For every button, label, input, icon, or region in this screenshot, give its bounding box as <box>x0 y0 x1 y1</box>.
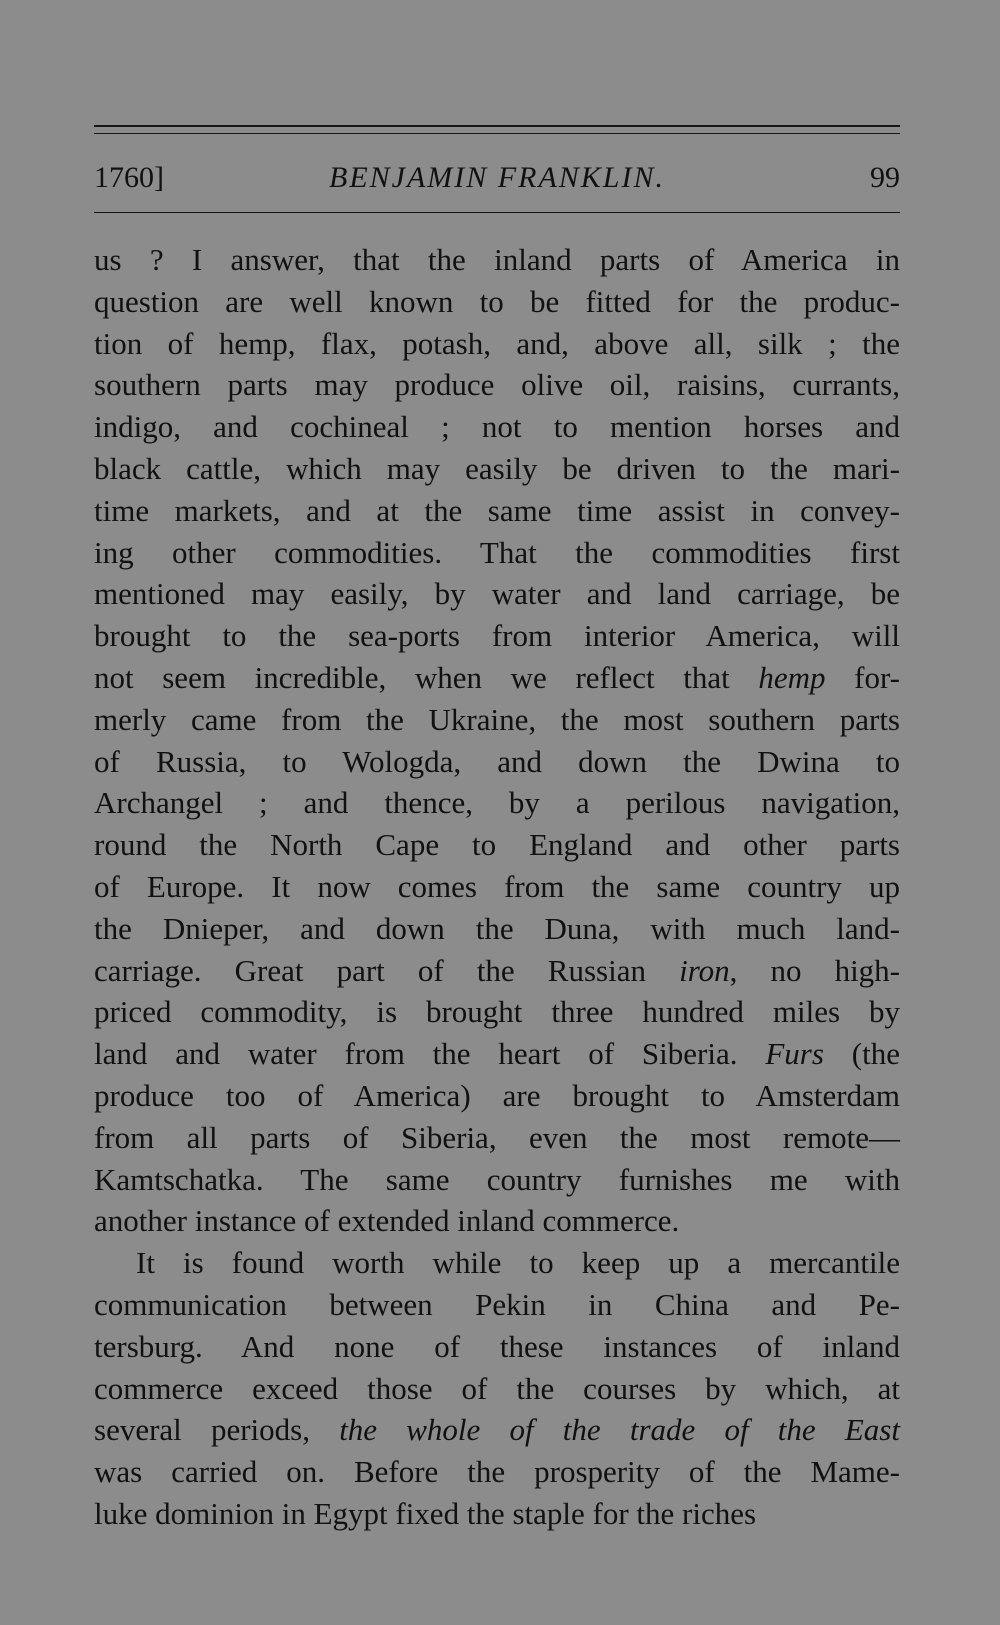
text-line <box>94 782 900 824</box>
text-line <box>94 1368 900 1410</box>
text-line <box>94 991 900 1033</box>
text-segment: round the North Cape to England and other parts <box>94 827 900 863</box>
text-line <box>94 824 900 866</box>
text-segment: several periods, <box>94 1412 340 1448</box>
text-line <box>94 1075 900 1117</box>
header-year: 1760] <box>94 161 164 194</box>
text-line <box>94 1493 900 1535</box>
text-line <box>94 239 900 281</box>
text-line <box>94 532 900 574</box>
text-segment: not seem incredible, when we reflect that <box>94 659 759 695</box>
text-segment: indigo, and cochineal ; not to mention horses and <box>94 409 900 445</box>
text-segment: land and water from the heart of Siberia. <box>94 1036 766 1072</box>
text-segment: Kamtschatka. The same country furnishes me with <box>94 1161 900 1197</box>
text-line <box>94 1200 900 1242</box>
text-segment: Archangel ; and thence, by a perilous navigation, <box>94 785 900 821</box>
text-segment: another instance of extended inland commerce. <box>94 1203 680 1239</box>
text-segment: priced commodity, is brought three hundred miles by <box>94 994 900 1030</box>
header-rule <box>94 212 900 213</box>
text-line <box>94 1242 900 1284</box>
italic-text: Furs <box>765 1036 824 1072</box>
paragraph <box>94 1242 900 1535</box>
text-segment: tion of hemp, flax, potash, and, above all, silk ; the <box>94 325 900 361</box>
text-line <box>94 699 900 741</box>
text-segment: brought to the sea-ports from interior America, will <box>94 618 900 654</box>
text-line <box>94 1117 900 1159</box>
text-line <box>94 364 900 406</box>
italic-text: hemp <box>758 659 826 695</box>
text-line <box>94 281 900 323</box>
text-segment: time markets, and at the same time assist in convey- <box>94 492 900 528</box>
text-line <box>94 323 900 365</box>
text-segment: ing other commodities. That the commodities first <box>94 534 900 570</box>
text-segment: of Europe. It now comes from the same country up <box>94 868 900 904</box>
text-line <box>94 1451 900 1493</box>
text-line <box>94 908 900 950</box>
italic-text: iron <box>679 952 730 988</box>
paragraph <box>94 239 900 1242</box>
text-segment: of Russia, to Wologda, and down the Dwina to <box>94 743 900 779</box>
text-segment: us ? I answer, that the inland parts of America in <box>94 242 900 277</box>
text-segment: tersburg. And none of these instances of inland <box>94 1328 900 1364</box>
text-segment: for- <box>825 659 900 695</box>
text-segment: from all parts of Siberia, even the most remote— <box>94 1119 900 1155</box>
text-segment: was carried on. Before the prosperity of the Mame- <box>94 1454 900 1490</box>
text-line <box>94 1159 900 1201</box>
text-segment: black cattle, which may easily be driven to the mari- <box>94 450 900 486</box>
text-line <box>94 490 900 532</box>
text-segment: question are well known to be fitted for the produc- <box>94 283 900 319</box>
text-line <box>94 657 900 699</box>
text-segment: the Dnieper, and down the Duna, with much land- <box>94 910 900 946</box>
text-line <box>94 448 900 490</box>
text-line <box>94 741 900 783</box>
text-segment: mentioned may easily, by water and land carriage, be <box>94 576 900 612</box>
text-segment: carriage. Great part of the Russian <box>94 952 680 988</box>
text-line <box>94 866 900 908</box>
text-segment: commerce exceed those of the courses by which, at <box>94 1370 900 1406</box>
text-segment: southern parts may produce olive oil, raisins, currants, <box>94 367 900 403</box>
text-line <box>94 1033 900 1075</box>
text-line <box>94 1284 900 1326</box>
text-line <box>94 1409 900 1451</box>
text-segment: communication between Pekin in China and Pe- <box>94 1286 900 1322</box>
header-title: BENJAMIN FRANKLIN. <box>329 161 665 194</box>
page-number: 99 <box>870 161 900 194</box>
text-segment: It is found worth while to keep up a mercantile <box>136 1245 900 1281</box>
text-line <box>94 406 900 448</box>
running-header <box>94 158 900 198</box>
text-segment: , no high- <box>729 952 900 988</box>
top-rule-thick <box>94 125 900 127</box>
italic-text: the whole of the trade of the East <box>339 1412 900 1448</box>
text-line <box>94 573 900 615</box>
top-rule-thin <box>94 133 900 134</box>
text-line <box>94 1326 900 1368</box>
body-text <box>94 239 900 1535</box>
text-segment: luke dominion in Egypt fixed the staple for the riches <box>94 1495 757 1531</box>
text-line <box>94 615 900 657</box>
text-segment: produce too of America) are brought to Amsterdam <box>94 1077 900 1113</box>
text-segment: merly came from the Ukraine, the most southern parts <box>94 701 900 737</box>
text-line <box>94 950 900 992</box>
text-segment: (the <box>823 1036 900 1072</box>
